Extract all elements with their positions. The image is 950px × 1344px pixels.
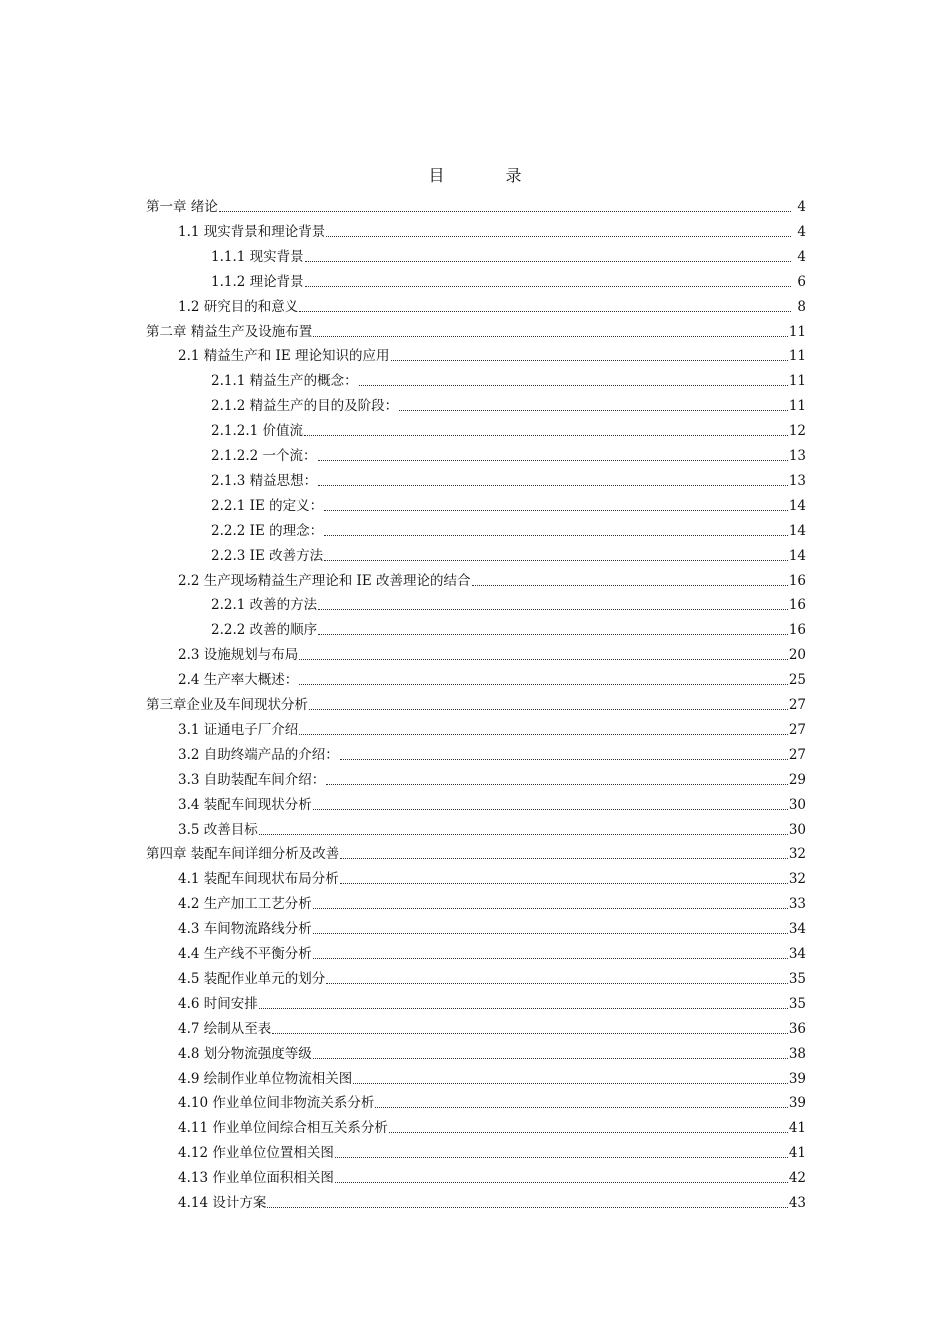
toc-entry-page-number: 39: [788, 1095, 806, 1112]
dot-leader: [259, 1008, 788, 1009]
toc-entry-page-number: 42: [788, 1170, 806, 1187]
toc-entry[interactable]: [178, 222, 806, 242]
toc-entry[interactable]: [211, 446, 806, 466]
toc-entry-page-number: 11: [788, 398, 806, 415]
toc-entry[interactable]: [178, 1193, 806, 1213]
dot-leader: [340, 759, 788, 760]
toc-entry-page-number: 33: [788, 896, 806, 913]
dot-leader: [305, 286, 791, 287]
toc-entry-page-number: 29: [788, 771, 806, 788]
dot-leader: [304, 435, 788, 436]
toc-entry[interactable]: [211, 496, 806, 516]
toc-entry[interactable]: [178, 745, 806, 765]
toc-entry-label: 2.1.3 精益思想：: [211, 472, 318, 489]
toc-entry-label: 2.4 生产率大概述：: [178, 672, 299, 689]
dot-leader: [326, 236, 791, 237]
toc-entry[interactable]: [211, 471, 806, 491]
toc-entry-page-number: 25: [788, 672, 806, 689]
dot-leader: [313, 336, 788, 337]
toc-entry-page-number: 4: [797, 223, 806, 240]
toc-entry[interactable]: [178, 346, 806, 366]
dot-leader: [335, 1182, 788, 1183]
toc-entry-page-number: 34: [788, 921, 806, 938]
toc-entry-label: 4.4 生产线不平衡分析: [178, 946, 312, 962]
toc-entry[interactable]: [178, 944, 806, 964]
toc-entry-label: 4.5 装配作业单元的划分: [178, 970, 326, 987]
dot-leader: [324, 510, 788, 511]
toc-entry-label: 2.2.2 IE 的理念：: [211, 522, 324, 539]
toc-entry-label: 4.12 作业单位位置相关图: [178, 1145, 334, 1162]
toc-entry[interactable]: [178, 670, 806, 690]
toc-entry-label: 2.1.1 精益生产的概念：: [211, 373, 358, 390]
dot-leader: [313, 908, 788, 909]
toc-entry-page-number: 27: [788, 746, 806, 763]
toc-entry-label: 第二章 精益生产及设施布置: [146, 323, 313, 340]
dot-leader: [318, 634, 788, 635]
toc-entry-label: 4.10 作业单位间非物流关系分析: [178, 1095, 375, 1112]
toc-entry[interactable]: [178, 1069, 806, 1089]
toc-entry-label: 4.1 装配车间现状布局分析: [178, 871, 339, 888]
toc-entry-label: 1.2 研究目的和意义: [178, 298, 299, 315]
toc-entry[interactable]: [211, 620, 806, 640]
toc-entry-page-number: 41: [788, 1120, 806, 1137]
toc-entry-label: 第三章企业及车间现状分析: [146, 697, 308, 713]
toc-entry-page-number: 4: [797, 199, 806, 215]
toc-entry-label: 2.2 生产现场精益生产理论和 IE 改善理论的结合: [178, 572, 471, 589]
toc-entry-label: 2.1.2.2 一个流：: [211, 448, 317, 464]
toc-entry-page-number: 12: [788, 423, 806, 440]
toc-entry-page-number: 16: [788, 572, 806, 589]
toc-entry[interactable]: [178, 894, 806, 914]
toc-entry-label: 2.1 精益生产和 IE 理论知识的应用: [178, 348, 390, 365]
toc-entry[interactable]: [211, 272, 806, 292]
toc-entry[interactable]: [178, 795, 806, 815]
dot-leader: [359, 385, 788, 386]
dot-leader: [472, 585, 788, 586]
toc-entry-label: 1.1 现实背景和理论背景: [178, 223, 326, 240]
toc-entry-label: 4.13 作业单位面积相关图: [178, 1170, 334, 1187]
toc-entry-page-number: 20: [788, 647, 806, 664]
toc-entry-page-number: 14: [788, 547, 806, 564]
dot-leader: [305, 261, 791, 262]
toc-entry-label: 4.8 划分物流强度等级: [178, 1045, 312, 1062]
dot-leader: [318, 609, 788, 610]
toc-entry-page-number: 34: [788, 946, 806, 962]
toc-entry[interactable]: [146, 322, 806, 342]
toc-entry-label: 2.1.2 精益生产的目的及阶段：: [211, 398, 399, 415]
toc-entry-label: 3.3 自助装配车间介绍：: [178, 771, 326, 788]
toc-entry-label: 3.1 证通电子厂介绍: [178, 721, 299, 738]
toc-entry[interactable]: [178, 770, 806, 790]
toc-entry[interactable]: [211, 521, 806, 541]
dot-leader: [299, 734, 788, 735]
toc-entry-label: 4.14 设计方案: [178, 1195, 267, 1211]
toc-entry-label: 第一章 绪论: [146, 199, 218, 215]
toc-entry-label: 4.3 车间物流路线分析: [178, 921, 312, 938]
toc-entry[interactable]: [178, 820, 806, 840]
toc-entry[interactable]: [178, 869, 806, 889]
toc-entry-label: 2.3 设施规划与布局: [178, 647, 299, 664]
toc-entry-label: 2.2.2 改善的顺序: [211, 622, 318, 639]
toc-entry-page-number: 13: [788, 448, 806, 464]
toc-entry-label: 4.11 作业单位间综合相互关系分析: [178, 1120, 388, 1137]
dot-leader: [324, 535, 788, 536]
toc-entry[interactable]: [178, 969, 806, 989]
dot-leader: [267, 1207, 787, 1208]
toc-entry-label: 1.1.2 理论背景: [211, 273, 304, 290]
dot-leader: [389, 1132, 788, 1133]
toc-entry-page-number: 16: [788, 597, 806, 614]
toc-entry-label: 4.6 时间安排: [178, 995, 258, 1012]
toc-entry[interactable]: [211, 247, 806, 267]
dot-leader: [324, 560, 788, 561]
toc-entry-page-number: 32: [788, 871, 806, 888]
toc-entry[interactable]: [211, 396, 806, 416]
toc-entry-page-number: 38: [788, 1045, 806, 1062]
toc-entry-page-number: 6: [797, 273, 806, 290]
dot-leader: [335, 1157, 788, 1158]
toc-entry[interactable]: [178, 1093, 806, 1113]
dot-leader: [353, 1083, 788, 1084]
dot-leader: [340, 858, 788, 859]
dot-leader: [326, 784, 788, 785]
toc-entry[interactable]: [178, 571, 806, 591]
dot-leader: [309, 709, 788, 710]
dot-leader: [399, 410, 788, 411]
toc-entry-page-number: 11: [788, 348, 806, 365]
dot-leader: [272, 1033, 788, 1034]
toc-entry-page-number: 30: [788, 796, 806, 813]
dot-leader: [340, 883, 788, 884]
dot-leader: [375, 1107, 787, 1108]
toc-entry[interactable]: [146, 844, 806, 864]
toc-entry-label: 2.2.1 改善的方法: [211, 597, 318, 614]
toc-entry-label: 3.4 装配车间现状分析: [178, 796, 312, 813]
toc-entry-label: 2.2.3 IE 改善方法: [211, 547, 324, 564]
dot-leader: [318, 485, 788, 486]
toc-entry-page-number: 30: [788, 821, 806, 838]
toc-entry[interactable]: [178, 645, 806, 665]
dot-leader: [259, 834, 788, 835]
toc-entry-page-number: 36: [788, 1020, 806, 1037]
toc-entry-page-number: 11: [788, 323, 806, 340]
toc-entry-label: 第四章 装配车间详细分析及改善: [146, 846, 340, 863]
toc-entry[interactable]: [178, 1143, 806, 1163]
toc-entry-page-number: 35: [788, 995, 806, 1012]
toc-entry-label: 2.1.2.1 价值流: [211, 423, 304, 440]
toc-title: 目 录: [428, 166, 550, 185]
dot-leader: [313, 958, 788, 959]
dot-leader: [391, 360, 788, 361]
toc-entry-page-number: 4: [797, 248, 806, 265]
toc-entry-label: 3.2 自助终端产品的介绍：: [178, 746, 339, 763]
dot-leader: [299, 684, 788, 685]
toc-entry-page-number: 43: [788, 1195, 806, 1211]
toc-entry-page-number: 41: [788, 1145, 806, 1162]
toc-entry-label: 1.1.1 现实背景: [211, 248, 304, 265]
toc-entry-page-number: 13: [788, 472, 806, 489]
toc-entry-label: 2.2.1 IE 的定义：: [211, 497, 324, 514]
toc-entry[interactable]: [178, 994, 806, 1014]
toc-entry[interactable]: [178, 1168, 806, 1188]
toc-entry[interactable]: [211, 595, 806, 615]
toc-entry-page-number: 39: [788, 1070, 806, 1087]
toc-entry-page-number: 14: [788, 497, 806, 514]
toc-entry[interactable]: [211, 546, 806, 566]
dot-leader: [299, 311, 791, 312]
toc-entry-page-number: 27: [788, 721, 806, 738]
toc-entry[interactable]: [211, 371, 806, 391]
toc-entry-label: 4.9 绘制作业单位物流相关图: [178, 1070, 353, 1087]
toc-entry[interactable]: [178, 1019, 806, 1039]
dot-leader: [318, 460, 788, 461]
toc-entry-page-number: 27: [788, 697, 806, 713]
toc-entry[interactable]: [178, 919, 806, 939]
toc-entry-page-number: 16: [788, 622, 806, 639]
toc-entry[interactable]: [211, 421, 806, 441]
toc-entry[interactable]: [146, 695, 806, 715]
dot-leader: [219, 211, 791, 212]
toc-entry-page-number: 35: [788, 970, 806, 987]
toc-entry-label: 3.5 改善目标: [178, 821, 258, 838]
dot-leader: [326, 983, 788, 984]
toc-entry-page-number: 32: [788, 846, 806, 863]
toc-entry-label: 4.7 绘制从至表: [178, 1020, 272, 1037]
toc-entry[interactable]: [146, 197, 806, 217]
toc-entry-label: 4.2 生产加工工艺分析: [178, 896, 312, 913]
toc-entry[interactable]: [178, 720, 806, 740]
dot-leader: [313, 809, 788, 810]
dot-leader: [299, 659, 788, 660]
toc-entry[interactable]: [178, 1044, 806, 1064]
toc-entry[interactable]: [178, 1118, 806, 1138]
dot-leader: [313, 933, 788, 934]
toc-entry-page-number: 11: [788, 373, 806, 390]
dot-leader: [313, 1058, 788, 1059]
toc-entry[interactable]: [178, 297, 806, 317]
toc-entry-page-number: 8: [797, 298, 806, 315]
toc-entry-page-number: 14: [788, 522, 806, 539]
